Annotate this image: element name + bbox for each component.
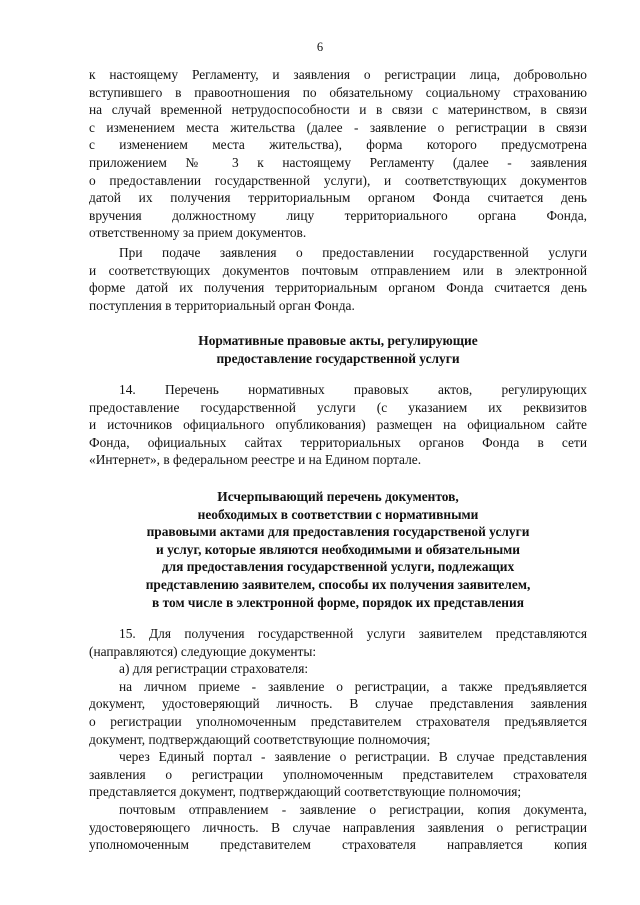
text-line: документ, подтверждающий соответствующие полномочия; — [89, 731, 431, 747]
text-line: уполномоченным представителем страхователя направляется копия — [89, 837, 587, 853]
text-line: форме датой их получения территориальным органом Фонда считается день — [89, 280, 587, 296]
text-line: с изменением места жительства (далее - заявление о регистрации в связи — [89, 119, 587, 135]
heading-line: Исчерпывающий перечень документов, — [217, 489, 459, 504]
heading-line: необходимых в соответствии с нормативными — [197, 506, 479, 522]
page-number: 6 — [316, 40, 324, 54]
text-line: При подаче заявления о предоставлении государственной услуги — [119, 245, 587, 260]
text-line: а) для регистрации страхователя: — [119, 661, 309, 677]
heading-line: в том числе в электронной форме, порядок их представления — [152, 594, 524, 610]
heading-line: и услуг, которые являются необходимыми и обязательными — [156, 541, 520, 557]
text-line: предоставление государственной услуги (с указанием их реквизитов — [89, 399, 587, 415]
text-line: приложением № 3 к настоящему Регламенту (далее - заявления — [89, 154, 587, 170]
heading-line: правовыми актами для предоставления государственой услуги — [146, 524, 530, 540]
text-line: о регистрации уполномоченным представителем страхователя предъявляется — [89, 713, 587, 729]
text-line: с изменением места жительства), форма которого предусмотрена — [89, 137, 587, 153]
text-line: 14. Перечень нормативных правовых актов, регулирующих — [119, 382, 587, 397]
text-line: на личном приеме - заявление о регистрации, а также предъявляется — [119, 678, 587, 694]
text-line: 15. Для получения государственной услуги заявителем представляются — [119, 626, 587, 641]
text-line: представляется документ, подтверждающий соответствующие полномочия; — [89, 784, 522, 800]
text-line: документ, удостоверяющий личность. В случае представления заявления — [89, 696, 587, 712]
text-line: вступившего в правоотношения по обязательному социальному страхованию — [89, 84, 587, 100]
text-line: (направляются) следующие документы: — [89, 643, 317, 659]
section-heading-legal-acts — [89, 332, 587, 367]
text-line: датой их получения территориальным органом Фонда считается день — [89, 190, 587, 206]
text-line: вручения должностному лицу территориального органа Фонда, — [89, 207, 587, 223]
heading-line: для предоставления государственной услуги, подлежащих — [161, 559, 515, 575]
text-line: к настоящему Регламенту, и заявления о регистрации лица, добровольно — [89, 67, 587, 82]
text-line: заявления о регистрации уполномоченным представителем страхователя — [89, 766, 587, 782]
text-line: удостоверяющего личность. В случае направления заявления о регистрации — [89, 819, 587, 835]
heading-line: предоставление государственной услуги — [216, 350, 460, 366]
text-line: «Интернет», в федеральном реестре и на Едином портале. — [89, 452, 422, 468]
text-line: и источников официального опубликования) размещен на официальном сайте — [89, 417, 587, 433]
section-heading-documents-list — [89, 488, 587, 611]
paragraph-submission-date — [89, 244, 587, 314]
text-line: поступления в территориальный орган Фонда. — [89, 297, 355, 313]
text-line: ответственному за прием документов. — [89, 225, 307, 241]
text-line: на случай временной нетрудоспособности и в связи с материнством, в связи — [89, 102, 587, 118]
text-line: через Единый портал - заявление о регистрации. В случае представления — [119, 749, 587, 765]
text-line: и соответствующих документов почтовым отправлением или в электронной — [89, 262, 587, 278]
text-line: о предоставлении государственной услуги), и соответствующих документов — [89, 172, 587, 188]
paragraph-14 — [89, 381, 587, 469]
heading-line: представлению заявителем, способы их получения заявителем, — [145, 576, 531, 592]
paragraph-15 — [89, 625, 587, 854]
heading-line: Нормативные правовые акты, регулирующие — [198, 333, 478, 348]
text-line: почтовым отправлением - заявление о регистрации, копия документа, — [119, 801, 587, 817]
paragraph-continuation — [89, 66, 587, 242]
text-line: Фонда, официальных сайтах территориальных органов Фонда в сети — [89, 434, 587, 450]
